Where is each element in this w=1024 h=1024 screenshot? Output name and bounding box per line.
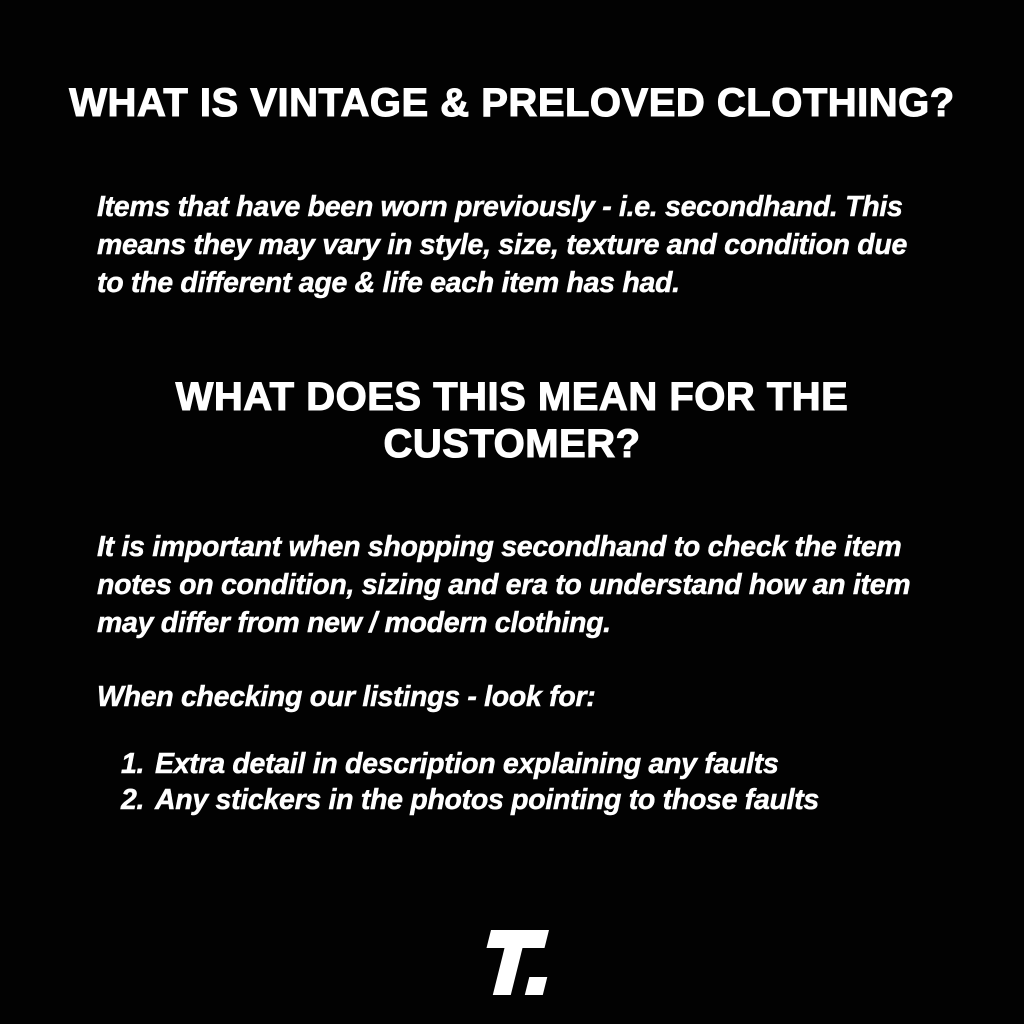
listings-leadin: When checking our listings - look for: bbox=[97, 681, 596, 713]
customer-paragraph-line-3: may differ from new / modern clothing. bbox=[97, 607, 611, 639]
intro-paragraph-line-2: means they may vary in style, size, texture and condition due bbox=[97, 229, 908, 261]
customer-subheading bbox=[0, 374, 1024, 468]
customer-subheading-line-1: WHAT DOES THIS MEAN FOR THE bbox=[175, 375, 849, 419]
checklist-item-2-text: Any stickers in the photos pointing to those faults bbox=[155, 784, 819, 816]
checklist-item-1 bbox=[121, 746, 819, 782]
intro-paragraph-line-1: Items that have been worn previously - i.e. secondhand. This bbox=[97, 191, 903, 223]
intro-paragraph bbox=[97, 188, 907, 302]
checklist-item-2-number: 2. bbox=[121, 784, 145, 816]
customer-subheading-line-2: CUSTOMER? bbox=[383, 422, 641, 466]
brand-logo bbox=[0, 930, 1024, 996]
customer-paragraph bbox=[97, 528, 910, 642]
customer-paragraph-line-1: It is important when shopping secondhand to check the item bbox=[97, 531, 902, 563]
checklist-item-1-text: Extra detail in description explaining any faults bbox=[155, 748, 779, 780]
page-title: WHAT IS VINTAGE & PRELOVED CLOTHING? bbox=[69, 81, 955, 125]
checklist-item-2 bbox=[121, 782, 819, 818]
customer-paragraph-line-2: notes on condition, sizing and era to understand how an item bbox=[97, 569, 911, 601]
brand-logo-t-icon bbox=[473, 930, 551, 996]
intro-paragraph-line-3: to the different age & life each item has had. bbox=[97, 267, 680, 299]
checklist-item-1-number: 1. bbox=[121, 748, 145, 780]
checklist bbox=[121, 746, 819, 818]
